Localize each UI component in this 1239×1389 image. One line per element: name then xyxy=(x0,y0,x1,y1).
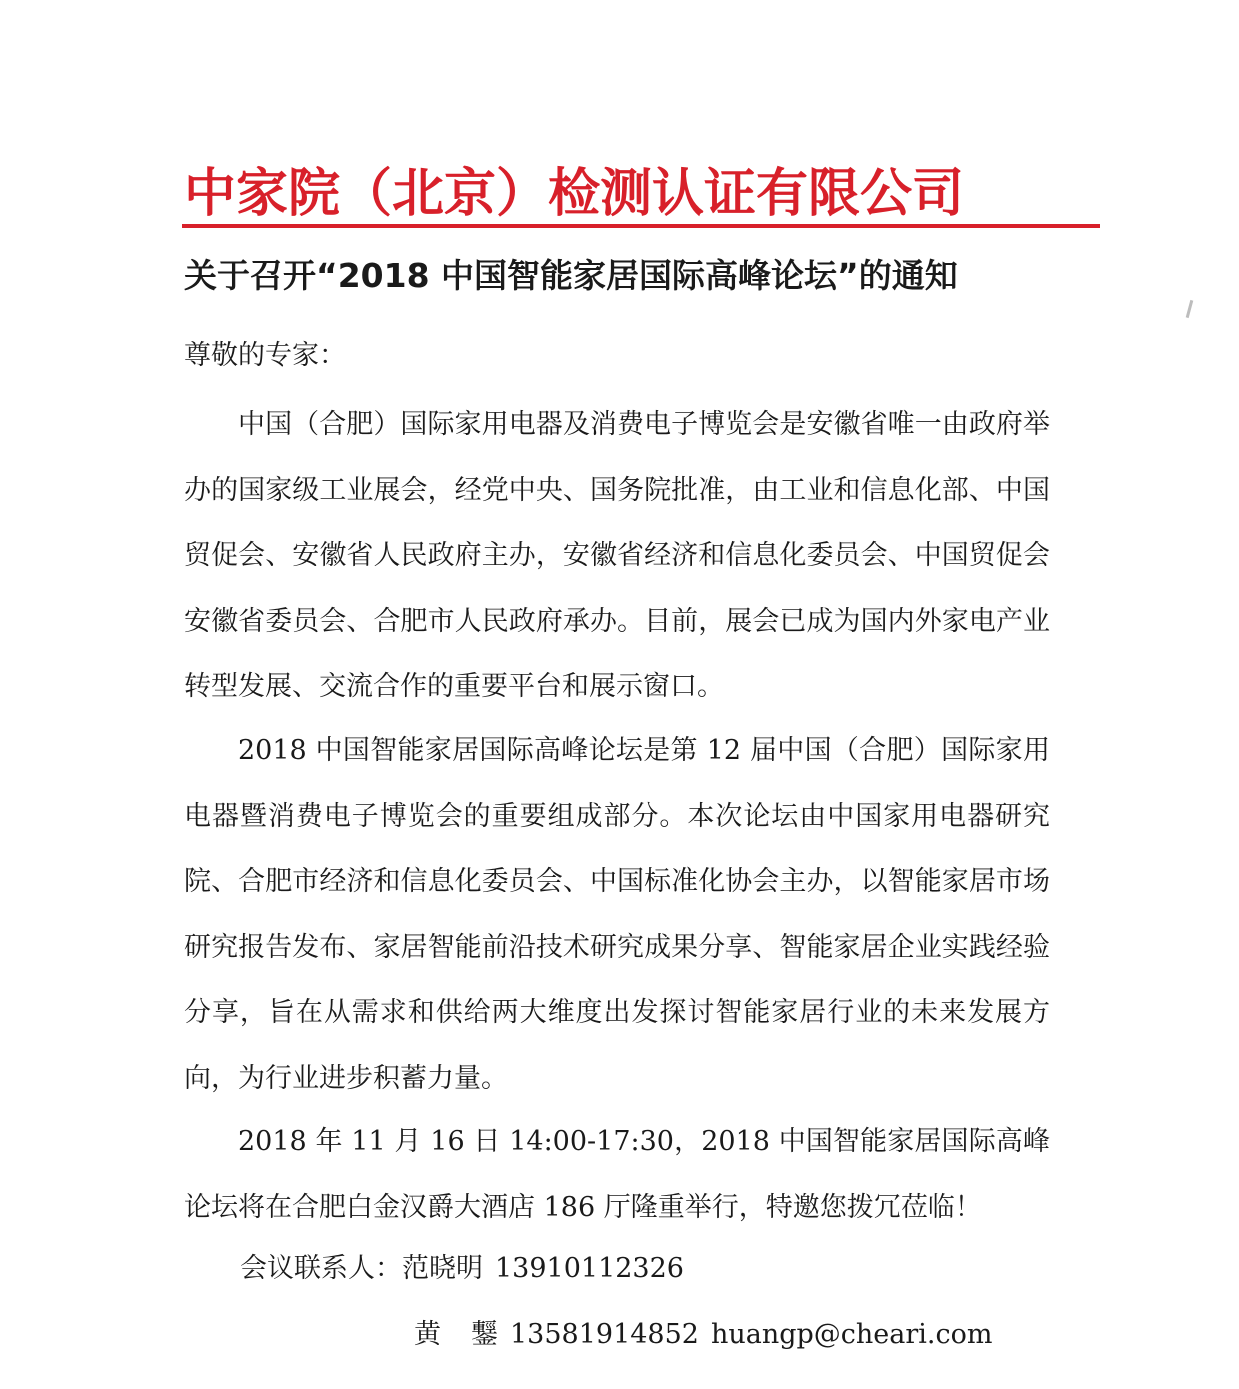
header-red-rule xyxy=(182,224,1100,228)
salutation: 尊敬的专家： xyxy=(184,340,346,371)
organization-header: 中家院（北京）检测认证有限公司 xyxy=(184,164,965,224)
contact-primary-phone: 13910112326 xyxy=(495,1253,684,1284)
contact-secondary-name-2: 鑋 xyxy=(471,1319,498,1350)
contact-label: 会议联系人： xyxy=(240,1253,402,1284)
contact-secondary-phone: 13581914852 xyxy=(510,1319,699,1350)
contact-secondary xyxy=(414,1313,993,1357)
scan-mark xyxy=(1186,300,1194,318)
contact-primary xyxy=(240,1247,684,1291)
paragraph-forum-schedule: 2018 年 11 月 16 日 14:00-17:30，2018 中国智能家居国际高峰论坛将在合肥白金汉爵大酒店 186 厅隆重举行，特邀您拨冗莅临！ xyxy=(184,1126,1050,1223)
contact-secondary-name-1: 黄 xyxy=(414,1319,441,1350)
contact-secondary-email: huangp@cheari.com xyxy=(710,1319,993,1350)
paragraph-expo-intro: 中国（合肥）国际家用电器及消费电子博览会是安徽省唯一由政府举办的国家级工业展会，经党中央、国务院批准，由工业和信息化部、中国贸促会、安徽省人民政府主办，安徽省经济和信息化委员会、中国贸促会安徽省委员会、合肥市人民政府承办。目前，展会已成为国内外家电产业转型发展、交流合作的重要平台和展示窗口。 xyxy=(184,409,1050,702)
paragraph-forum-description: 2018 中国智能家居国际高峰论坛是第 12 届中国（合肥）国际家用电器暨消费电子博览会的重要组成部分。本次论坛由中国家用电器研究院、合肥市经济和信息化委员会、中国标准化协会主办，以智能家居市场研究报告发布、家居智能前沿技术研究成果分享、智能家居企业实践经验分享，旨在从需求和供给两大维度出发探讨智能家居行业的未来发展方向，为行业进步积蓄力量。 xyxy=(184,735,1050,1094)
notice-title: 关于召开“2018 中国智能家居国际高峰论坛”的通知 xyxy=(184,256,958,295)
contact-primary-name: 范晓明 xyxy=(402,1253,483,1284)
